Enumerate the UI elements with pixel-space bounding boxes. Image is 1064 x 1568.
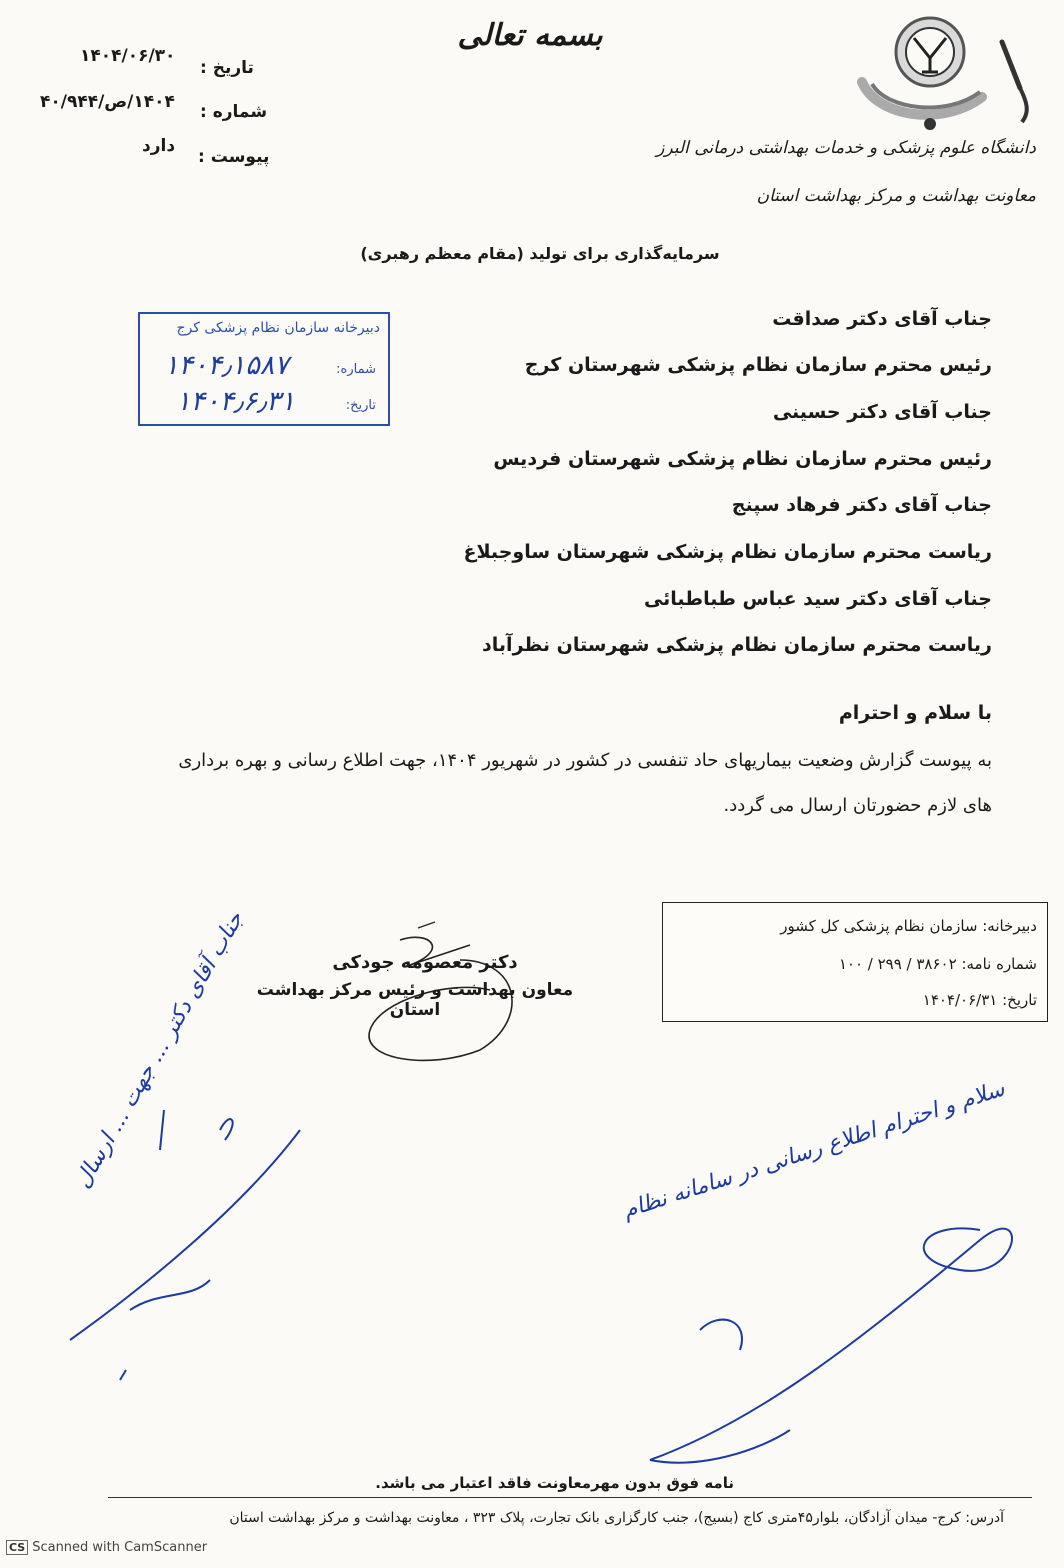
addressee-line: رئیس محترم سازمان نظام پزشکی شهرستان فردیس [493,448,992,470]
camscanner-watermark [6,1540,207,1555]
registry-box [662,902,1048,1022]
stamp-date-label: تاریخ: [345,398,376,413]
addressee-line: جناب آقای دکتر سید عباس طباطبائی [643,588,992,610]
signatory-title: معاون بهداشت و رئیس مرکز بهداشت استان [256,980,574,1020]
registry-letter-number: شماره نامه: ۳۸۶۰۲ / ۲۹۹ / ۱۰۰ [838,955,1037,973]
number-label: شماره : [200,102,268,122]
registry-date: تاریخ: ۱۴۰۴/۰۶/۳۱ [922,991,1037,1009]
basmeh-heading: بسمه تعالی [457,18,603,53]
greeting: با سلام و احترام [838,702,992,724]
stamp-date-value: ۱۴۰۴٫۶٫۳۱ [176,386,296,417]
stamp-number-value: ۱۴۰۴٫۱۵۸۷ [164,350,289,381]
university-logo-icon [852,12,1048,142]
addressee-line: رئیس محترم سازمان نظام پزشکی شهرستان کرج [524,354,992,376]
handwritten-note-left: جناب آقای دکتر ... جهت ... ارسال [70,907,249,1193]
camscanner-icon: CS [6,1540,28,1555]
stamp-title: دبیرخانه سازمان نظام پزشکی کرج [176,320,380,336]
receipt-stamp [138,312,390,426]
date-value: ۱۴۰۴/۰۶/۳۰ [80,46,176,66]
attachment-value: دارد [142,136,176,156]
date-label: تاریخ : [200,58,254,78]
camscanner-text: Scanned with CamScanner [32,1540,208,1555]
signatory-name: دکتر معصومه جودکی [332,952,518,973]
body-paragraph-line2: های لازم حضورتان ارسال می گردد. [723,795,992,816]
org-name-line1: دانشگاه علوم پزشکی و خدمات بهداشتی درمانی البرز [656,138,1036,158]
validity-note: نامه فوق بدون مهرمعاونت فاقد اعتبار می باشد. [375,1474,734,1492]
addressee-line: جناب آقای دکتر صداقت [772,308,992,330]
addressee-line: ریاست محترم سازمان نظام پزشکی شهرستان نظرآباد [482,634,992,656]
body-paragraph-line1: به پیوست گزارش وضعیت بیماریهای حاد تنفسی در کشور در شهریور ۱۴۰۴، جهت اطلاع رسانی و بهره برداری [178,750,992,771]
handwritten-annotation-right [560,1200,1040,1480]
footer-divider [108,1497,1032,1498]
slogan: سرمایه‌گذاری برای تولید (مقام معظم رهبری) [360,244,720,263]
addressee-line: جناب آقای دکتر فرهاد سپنج [731,494,992,516]
addressee-line: ریاست محترم سازمان نظام پزشکی شهرستان ساوجبلاغ [463,541,992,563]
org-name-line2: معاونت بهداشت و مرکز بهداشت استان [756,186,1036,206]
addressee-line: جناب آقای دکتر حسینی [772,401,992,423]
registry-office: دبیرخانه: سازمان نظام پزشکی کل کشور [780,917,1037,935]
stamp-number-label: شماره: [336,362,376,377]
number-value: ۱۴۰۴/ص/۴۰/۹۴۴ [40,92,175,112]
footer-address: آدرس: کرج- میدان آزادگان، بلوار۴۵متری کاج (بسیج)، جنب کارگزاری بانک تجارت، پلاک ۳۲۳ ، معاونت بهداشت و مرکز بهداشت استان [229,1510,1004,1526]
attachment-label: پیوست : [198,147,270,167]
handwritten-note-right: سلام و احترام اطلاع رسانی در سامانه نظام [620,1076,1008,1224]
